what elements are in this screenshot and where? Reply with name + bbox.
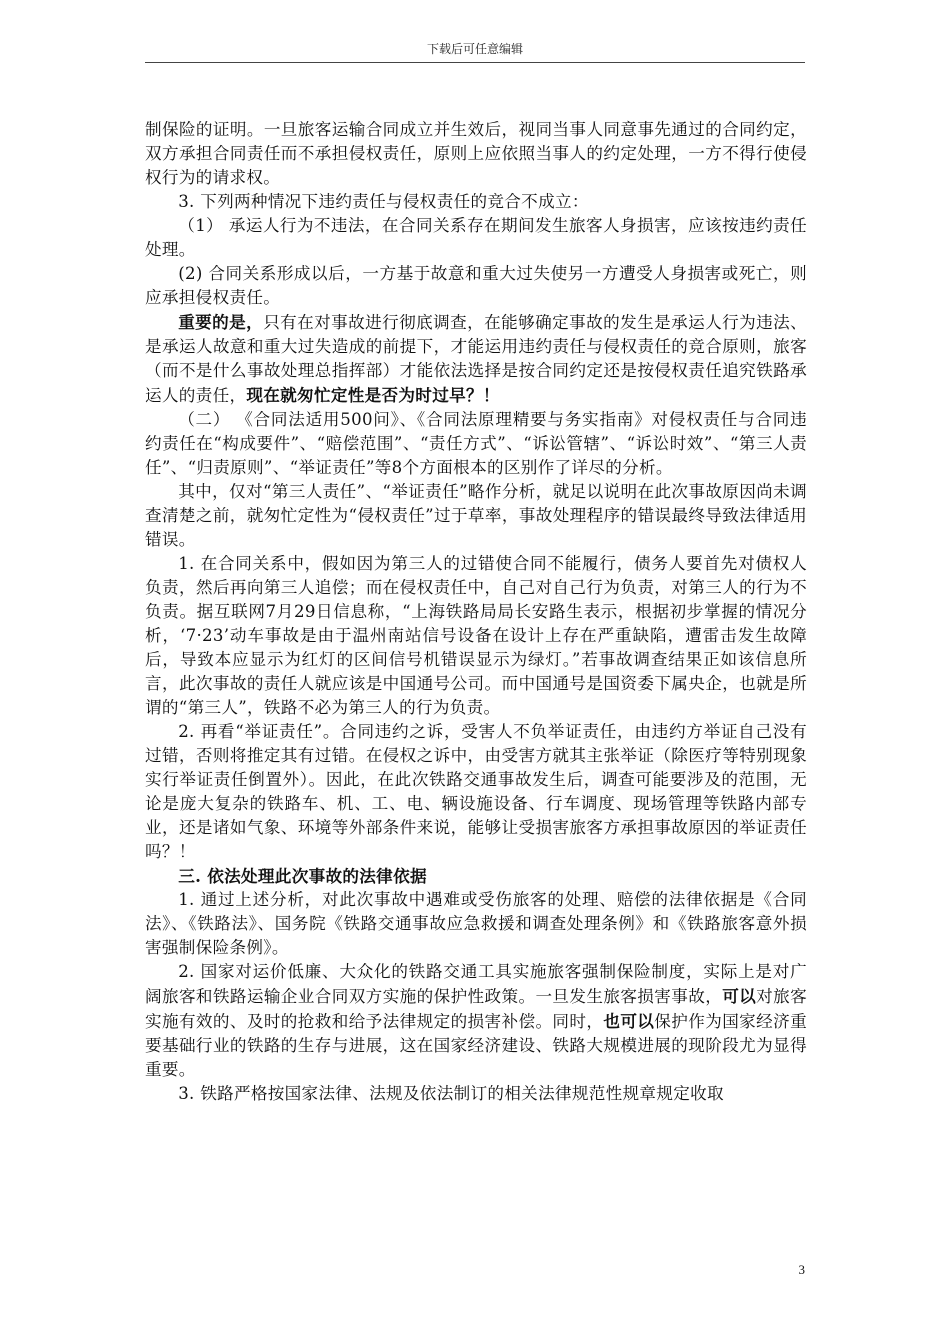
document-body — [145, 118, 807, 1106]
paragraph-12-text-b: 对旅客实施有效的、及时的抢救和给予法律规定的损害补偿。同时， — [145, 987, 807, 1031]
bold-lead: 重要的是， — [178, 312, 264, 332]
bold-keyword-2: 也可以 — [603, 1011, 655, 1031]
paragraph-7: 其中，仅对“第三人责任”、“举证责任”略作分析，就足以说明在此次事故原因尚未调查清楚之前，就匆忙定性为“侵权责任”过于草率，事故处理程序的错误最终导致法律适用错误。 — [145, 482, 807, 549]
paragraph-12-text-a: 2. 国家对运价低廉、大众化的铁路交通工具实施旅客强制保险制度，实际上是对广阔旅客和铁路运输企业合同双方实施的保护性政策。一旦发生旅客损害事故， — [145, 962, 807, 1006]
paragraph-13: 3. 铁路严格按国家法律、法规及依法制订的相关法律规范性规章规定收取 — [178, 1084, 724, 1103]
paragraph-8: 1. 在合同关系中，假如因为第三人的过错使合同不能履行，债务人要首先对债权人负责，然后再向第三人追偿；而在侵权责任中，自己对自己行为负责，对第三人的行为不负责。据互联网7月29日信息称，“上海铁路局局长安路生表示，根据初步掌握的情况分析，‘7·23’动车事故是由于温州南站信号设备在设计上存在严重缺陷，遭雷击发生故障后，导致本应显示为红灯的区间信号机错误显示为绿灯。”若事故调查结果正如该信息所言，此次事故的责任人就应该是中国通号公司。而中国通号是国资委下属央企，也就是所谓的“第三人”，铁路不必为第三人的行为负责。 — [145, 554, 807, 717]
header-divider — [145, 62, 805, 63]
paragraph-11: 1. 通过上述分析，对此次事故中遇难或受伤旅客的处理、赔偿的法律依据是《合同法》、《铁路法》、国务院《铁路交通事故应急救援和调查处理条例》和《铁路旅客意外损害强制保险条例》。 — [145, 890, 807, 957]
paragraph-12-text-c: 保护作为国家经济重要基础行业的铁路的生存与进展，这在国家经济建设、铁路大规模进展的现阶段尤为显得重要。 — [145, 1012, 807, 1079]
bold-tail: 现在就匆忙定性是否为时过早？！ — [246, 385, 500, 405]
page-number: 3 — [798, 1262, 805, 1277]
paragraph-5-text: 只有在对事故进行彻底调查，在能够确定事故的发生是承运人行为违法、是承运人故意和重大过失造成的前提下，才能运用违约责任与侵权责任的竞合原则，旅客（而不是什么事故处理总指挥部）才能依法选择是按合同约定还是按侵权责任追究铁路承运人的责任， — [145, 313, 808, 405]
paragraph-3: （1） 承运人行为不违法，在合同关系存在期间发生旅客人身损害，应该按违约责任处理。 — [145, 216, 807, 259]
page-header: 下载后可任意编辑 — [426, 42, 523, 56]
paragraph-9: 2. 再看“举证责任”。合同违约之诉，受害人不负举证责任，由违约方举证自己没有过错，否则将推定其有过错。在侵权之诉中，由受害方就其主张举证（除医疗等特别现象实行举证责任倒置外）。因此，在此次铁路交通事故发生后，调查可能要涉及的范围，无论是庞大复杂的铁路车、机、工、电、辆设施设备、行车调度、现场管理等铁路内部专业，还是诸如气象、环境等外部条件来说，能够让受损害旅客方承担事故原因的举证责任吗？！ — [145, 722, 807, 861]
paragraph-2: 3. 下列两种情况下违约责任与侵权责任的竞合不成立： — [178, 192, 589, 211]
paragraph-1: 制保险的证明。一旦旅客运输合同成立并生效后，视同当事人同意事先通过的合同约定，双方承担合同责任而不承担侵权责任，原则上应依照当事人的约定处理，一方不得行使侵权行为的请求权。 — [145, 120, 807, 187]
paragraph-12 — [145, 960, 807, 1082]
paragraph-4: (2) 合同关系形成以后，一方基于故意和重大过失使另一方遭受人身损害或死亡，则应承担侵权责任。 — [145, 264, 807, 307]
paragraph-6: （二） 《合同法适用500问》、《合同法原理精要与务实指南》对侵权责任与合同违约责任在“构成要件”、“赔偿范围”、“责任方式”、“诉讼管辖”、“诉讼时效”、“第三人责任”、“归责原则”、“举证责任”等8个方面根本的区别作了详尽的分析。 — [145, 410, 807, 477]
section-heading-3: 三. 依法处理此次事故的法律依据 — [178, 866, 427, 886]
bold-keyword-1: 可以 — [722, 986, 757, 1006]
paragraph-5 — [145, 310, 807, 408]
